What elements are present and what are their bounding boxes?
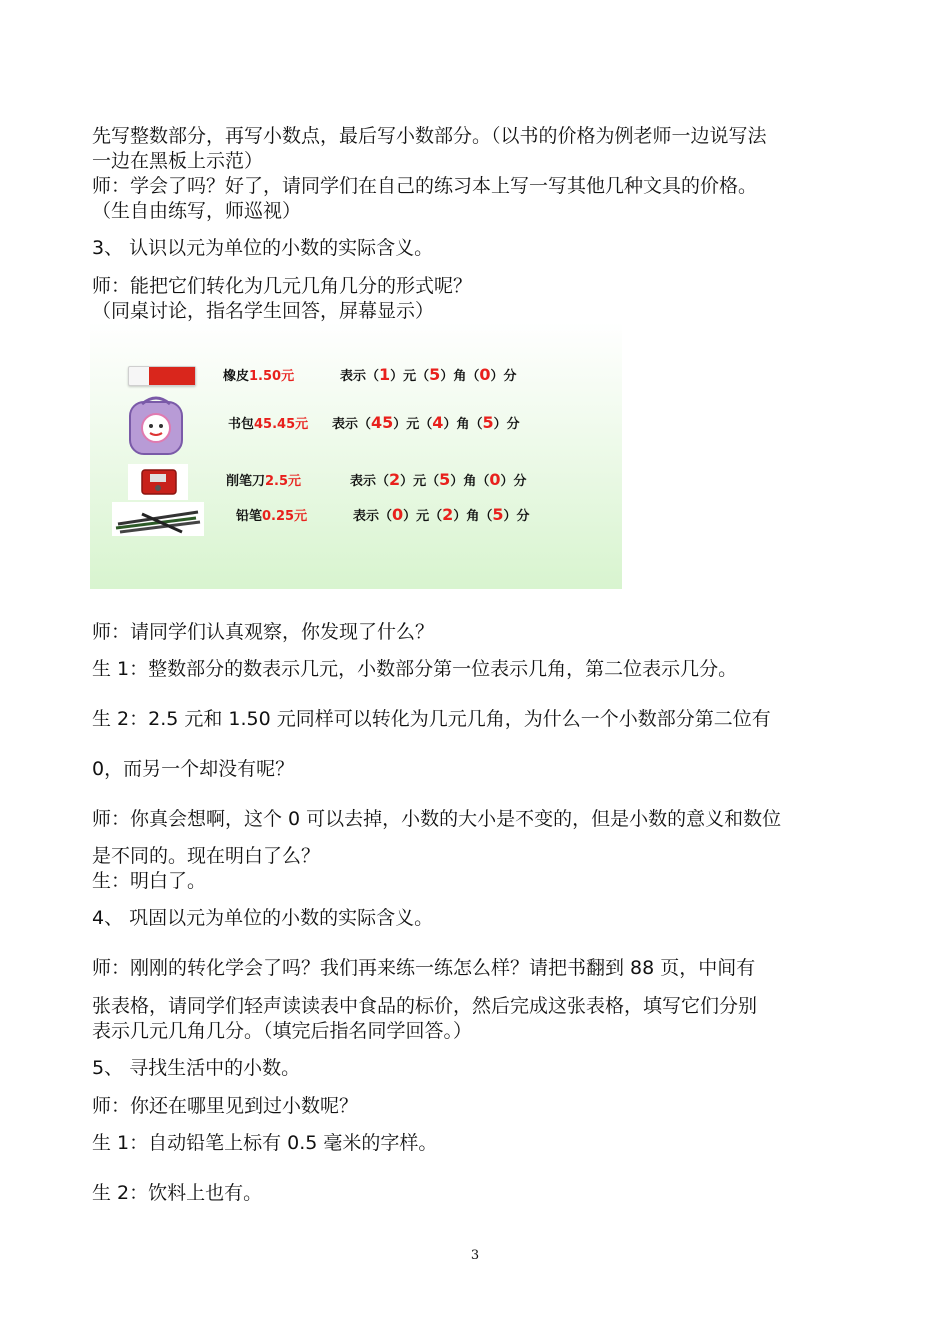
paragraph: 师：你还在哪里见到过小数呢？ <box>92 1095 359 1117</box>
section-heading-4: 4、 巩固以元为单位的小数的实际含义。 <box>92 907 434 929</box>
paragraph: 生：明白了。 <box>92 870 207 892</box>
expr-text: ）分 <box>500 474 527 489</box>
paragraph: 生 2：饮料上也有。 <box>92 1182 263 1204</box>
expr-text: ）元（ <box>403 509 443 524</box>
paragraph: 是不同的。现在明白了么？ <box>92 845 321 867</box>
expr-text: 表示（ <box>353 509 393 524</box>
paragraph: 生 2：2.5 元和 1.50 元同样可以转化为几元几角，为什么一个小数部分第二位有 <box>92 708 771 730</box>
paragraph: （生自由练写，师巡视） <box>92 200 302 222</box>
conversion-row <box>90 365 622 395</box>
item-name: 橡皮 <box>223 369 250 384</box>
paragraph: 先写整数部分，再写小数点，最后写小数部分。（以书的价格为例老师一边说写法 <box>92 125 767 147</box>
yuan-value: 0 <box>392 505 404 524</box>
section-heading-3: 3、 认识以元为单位的小数的实际含义。 <box>92 237 434 259</box>
paragraph: 师：能把它们转化为几元几角几分的形式呢？ <box>92 275 473 297</box>
section-heading-5: 5、 寻找生活中的小数。 <box>92 1057 301 1079</box>
expr-text: ）分 <box>503 509 530 524</box>
expr-text: ）角（ <box>450 474 490 489</box>
yuan-value: 1 <box>379 365 391 384</box>
item-price: 0.25元 <box>262 509 308 524</box>
expr-text: ）角（ <box>453 509 493 524</box>
paragraph: 师：学会了吗？好了，请同学们在自己的练习本上写一写其他几种文具的价格。 <box>92 175 758 197</box>
paragraph: 生 1：整数部分的数表示几元，小数部分第一位表示几角，第二位表示几分。 <box>92 658 738 680</box>
expr-text: ）元（ <box>400 474 440 489</box>
expr-text: ）分 <box>493 417 520 432</box>
item-name: 削笔刀 <box>226 474 266 489</box>
page-number: 3 <box>470 1248 480 1263</box>
item-price: 45.45元 <box>254 417 309 432</box>
paragraph: 师：你真会想啊，这个 0 可以去掉，小数的大小是不变的，但是小数的意义和数位 <box>92 808 782 830</box>
item-name: 书包 <box>228 417 255 432</box>
jiao-value: 5 <box>439 470 451 489</box>
conversion-row <box>90 413 622 443</box>
paragraph: 张表格，请同学们轻声读读表中食品的标价，然后完成这张表格，填写它们分别 <box>92 995 758 1017</box>
yuan-value: 45 <box>371 413 394 432</box>
fen-value: 0 <box>489 470 501 489</box>
paragraph: 师：刚刚的转化学会了吗？我们再来练一练怎么样？请把书翻到 88 页，中间有 <box>92 957 756 979</box>
paragraph: 一边在黑板上示范） <box>92 150 264 172</box>
fen-value: 5 <box>482 413 494 432</box>
conversion-row <box>90 505 622 535</box>
expr-text: 表示（ <box>340 369 380 384</box>
expr-text: ）角（ <box>440 369 480 384</box>
item-price: 1.50元 <box>249 369 295 384</box>
fen-value: 5 <box>492 505 504 524</box>
paragraph: 0，而另一个却没有呢？ <box>92 758 295 780</box>
jiao-value: 4 <box>432 413 444 432</box>
price-conversion-figure <box>90 322 622 589</box>
paragraph: 生 1：自动铅笔上标有 0.5 毫米的字样。 <box>92 1132 438 1154</box>
expr-text: 表示（ <box>350 474 390 489</box>
expr-text: ）元（ <box>393 417 433 432</box>
conversion-row <box>90 470 622 500</box>
paragraph: 表示几元几角几分。（填完后指名同学回答。） <box>92 1020 473 1042</box>
paragraph: 师：请同学们认真观察，你发现了什么？ <box>92 621 435 643</box>
fen-value: 0 <box>479 365 491 384</box>
expr-text: ）角（ <box>443 417 483 432</box>
expr-text: ）分 <box>490 369 517 384</box>
jiao-value: 2 <box>442 505 454 524</box>
item-name: 铅笔 <box>236 509 263 524</box>
expr-text: ）元（ <box>390 369 430 384</box>
jiao-value: 5 <box>429 365 441 384</box>
expr-text: 表示（ <box>332 417 372 432</box>
paragraph: （同桌讨论，指名学生回答，屏幕显示） <box>92 300 435 322</box>
item-price: 2.5元 <box>265 474 302 489</box>
yuan-value: 2 <box>389 470 401 489</box>
